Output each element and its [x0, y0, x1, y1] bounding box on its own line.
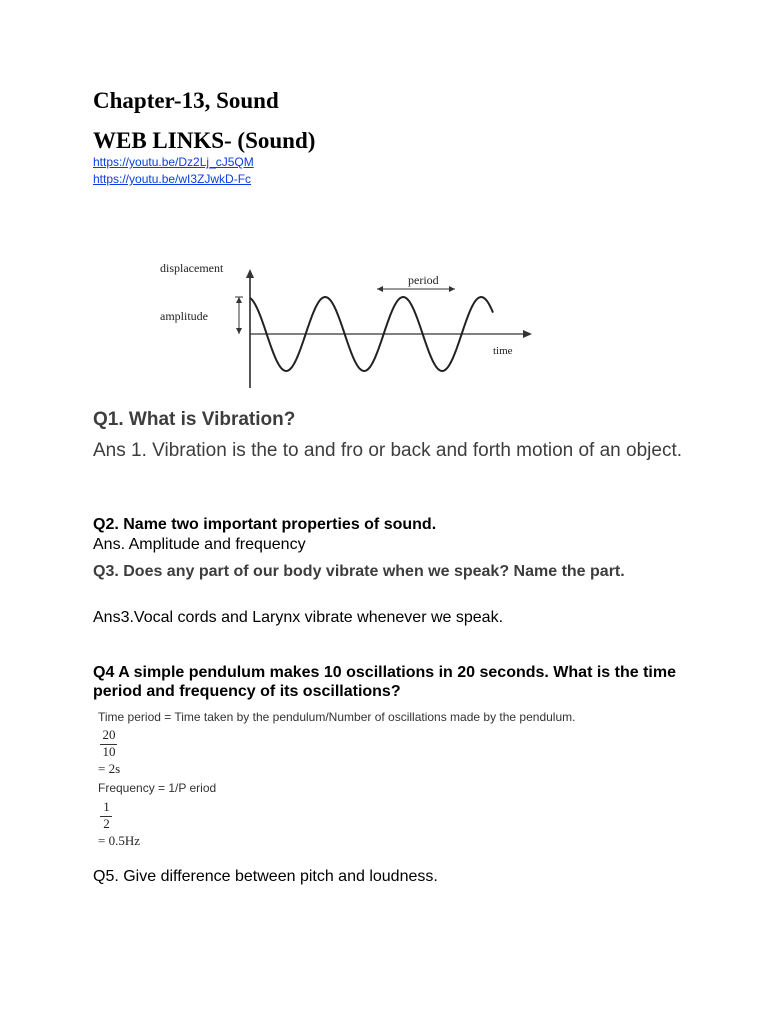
question-5: Q5. Give difference between pitch and loudness.	[93, 868, 438, 885]
period-label: period	[408, 273, 439, 287]
frequency-result: = 0.5Hz	[98, 833, 140, 848]
web-link-1[interactable]: https://youtu.be/Dz2Lj_cJ5QM	[93, 155, 254, 169]
period-arrow-right	[449, 286, 455, 292]
fraction-2-numerator: 1	[103, 799, 110, 814]
amplitude-arrow-bottom	[236, 328, 242, 334]
web-links-title: WEB LINKS- (Sound)	[93, 128, 316, 153]
period-arrow-left	[377, 286, 383, 292]
fraction-1-denominator: 10	[102, 744, 116, 759]
frequency-formula: Frequency = 1/P eriod	[98, 781, 217, 795]
fraction-1-numerator: 20	[102, 727, 116, 742]
time-label: time	[493, 345, 513, 357]
time-axis-arrow	[523, 330, 532, 338]
time-period-formula: Time period = Time taken by the pendulum/Number of oscillations made by the pendulum.	[98, 710, 576, 724]
wave-diagram	[155, 256, 535, 396]
question-1: Q1. What is Vibration?	[93, 409, 296, 430]
answer-1: Ans 1. Vibration is the to and fro or back and forth motion of an object.	[93, 440, 682, 461]
chapter-title: Chapter-13, Sound	[93, 88, 279, 113]
question-3: Q3. Does any part of our body vibrate when we speak? Name the part.	[93, 563, 625, 580]
displacement-axis-arrow	[246, 269, 254, 278]
time-period-result: = 2s	[98, 761, 121, 776]
amplitude-arrow-top	[236, 297, 242, 303]
answer-3: Ans3.Vocal cords and Larynx vibrate whenever we speak.	[93, 609, 504, 626]
web-link-2[interactable]: https://youtu.be/wI3ZJwkD-Fc	[93, 172, 252, 186]
fraction-2-denominator: 2	[103, 816, 110, 831]
amplitude-label: amplitude	[160, 309, 208, 323]
question-2: Q2. Name two important properties of sound.	[93, 516, 437, 533]
displacement-label: displacement	[160, 261, 224, 275]
answer-2: Ans. Amplitude and frequency	[93, 536, 306, 553]
question-4: Q4 A simple pendulum makes 10 oscillations in 20 seconds. What is the time period and frequency of its oscillations?	[93, 664, 676, 700]
